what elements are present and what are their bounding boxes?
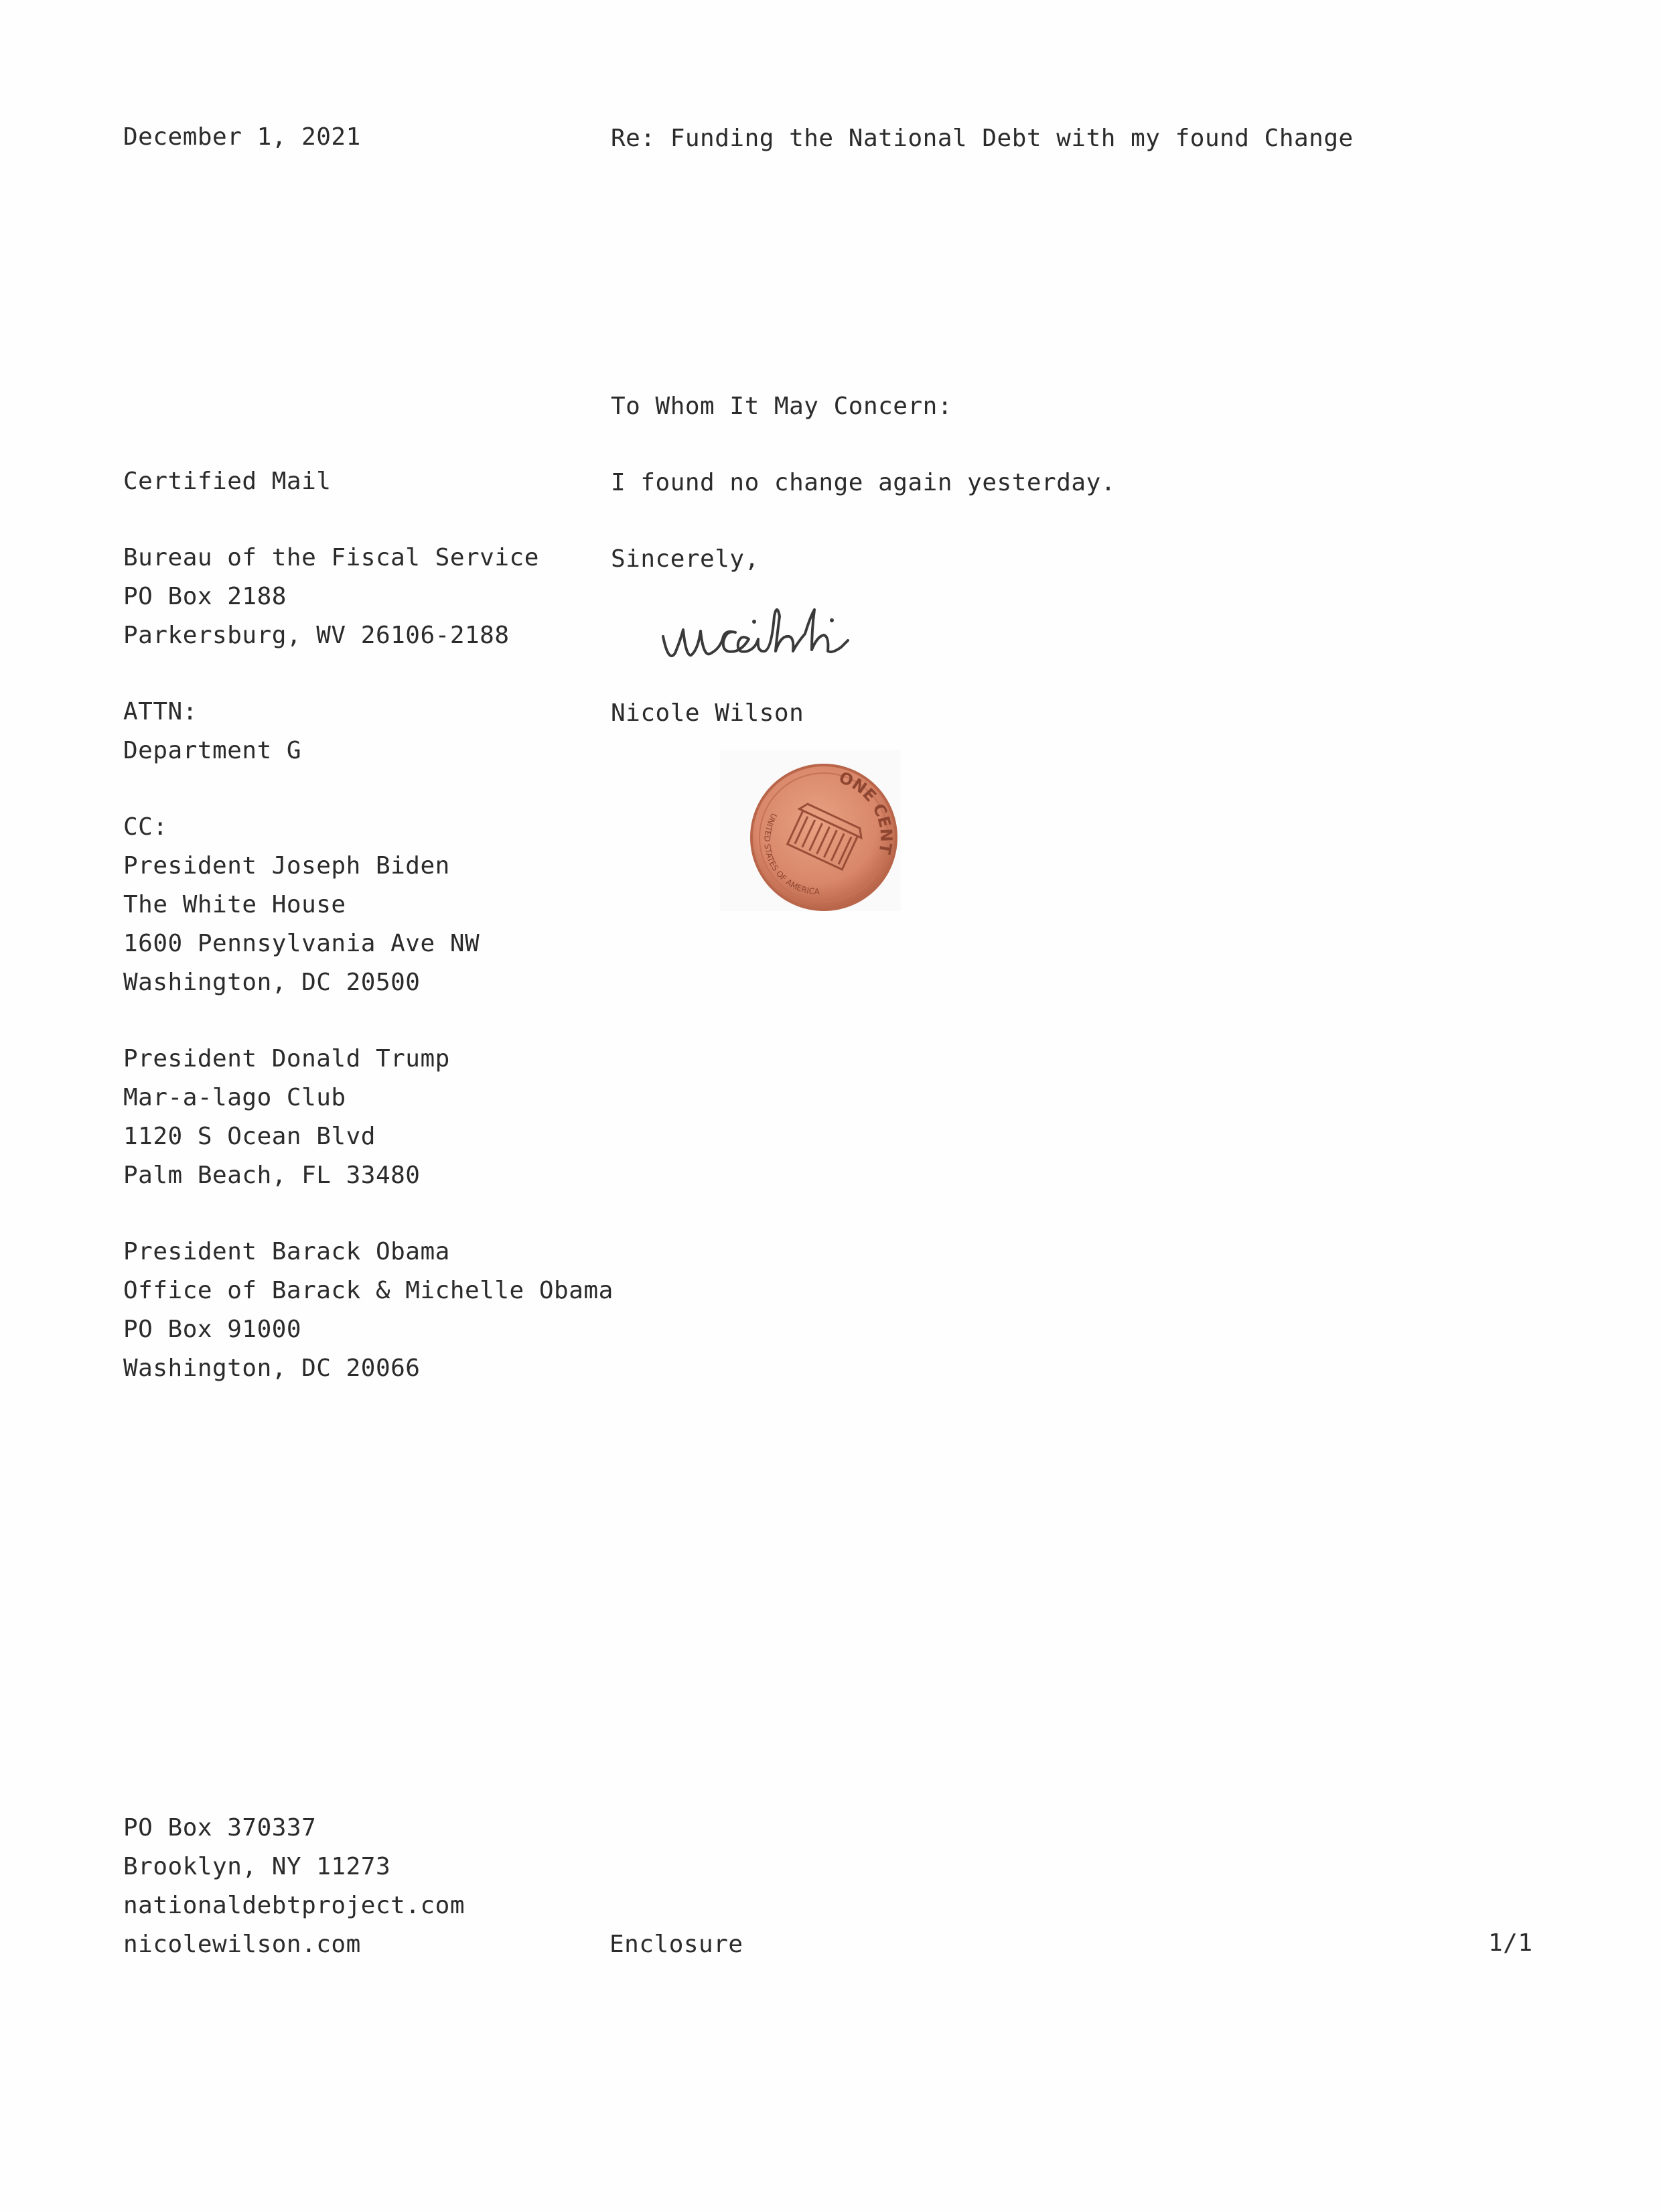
cc-address-line: 1600 Pennsylvania Ave NW: [123, 930, 480, 957]
letter-date: December 1, 2021: [123, 123, 361, 151]
delivery-method: Certified Mail: [123, 468, 332, 495]
cc-address-line: 1120 S Ocean Blvd: [123, 1123, 376, 1150]
cc-address-line: The White House: [123, 891, 346, 918]
cc-address-line: Palm Beach, FL 33480: [123, 1162, 421, 1189]
cc-address-line: President Joseph Biden: [123, 852, 450, 880]
cc-address-line: Washington, DC 20500: [123, 969, 421, 996]
penny-coin-icon: [747, 760, 901, 914]
sender-line: Brooklyn, NY 11273: [123, 1853, 391, 1880]
address-line: Bureau of the Fiscal Service: [123, 544, 539, 571]
cc-address-line: President Barack Obama: [123, 1238, 450, 1265]
cc-address-line: President Donald Trump: [123, 1045, 450, 1073]
letter-body: I found no change again yesterday.: [611, 469, 1116, 496]
sender-line: PO Box 370337: [123, 1814, 317, 1842]
sender-line: nicolewilson.com: [123, 1931, 361, 1958]
sender-address: [123, 1809, 465, 1964]
attn-block: [123, 693, 301, 770]
attn-value: Department G: [123, 737, 302, 764]
attn-label: ATTN:: [123, 698, 198, 725]
cc-address-line: Washington, DC 20066: [123, 1355, 421, 1382]
enclosure-label: Enclosure: [609, 1931, 743, 1958]
cc-recipient: [123, 1233, 613, 1388]
address-line: Parkersburg, WV 26106-2188: [123, 622, 510, 649]
cc-label: CC:: [123, 813, 168, 841]
sender-line: nationaldebtproject.com: [123, 1892, 465, 1919]
handwritten-signature: [656, 590, 971, 670]
page-number: 1/1: [1488, 1929, 1533, 1957]
enclosure-photo: [720, 750, 901, 911]
cc-address-line: Office of Barack & Michelle Obama: [123, 1277, 613, 1304]
cc-address-line: Mar-a-lago Club: [123, 1084, 346, 1111]
recipient-address: [123, 539, 539, 655]
signer-name: Nicole Wilson: [611, 699, 804, 727]
cc-block: [123, 808, 480, 1002]
salutation: To Whom It May Concern:: [611, 393, 952, 420]
letter-subject: Re: Funding the National Debt with my found Change: [611, 125, 1354, 152]
closing: Sincerely,: [611, 545, 760, 573]
svg-text:ONE CENT: ONE CENT: [836, 768, 896, 856]
address-line: PO Box 2188: [123, 583, 287, 610]
cc-recipient: [123, 1040, 450, 1195]
svg-text:UNITED STATES OF AMERICA: UNITED STATES OF AMERICA: [762, 811, 820, 897]
cc-address-line: PO Box 91000: [123, 1316, 302, 1343]
